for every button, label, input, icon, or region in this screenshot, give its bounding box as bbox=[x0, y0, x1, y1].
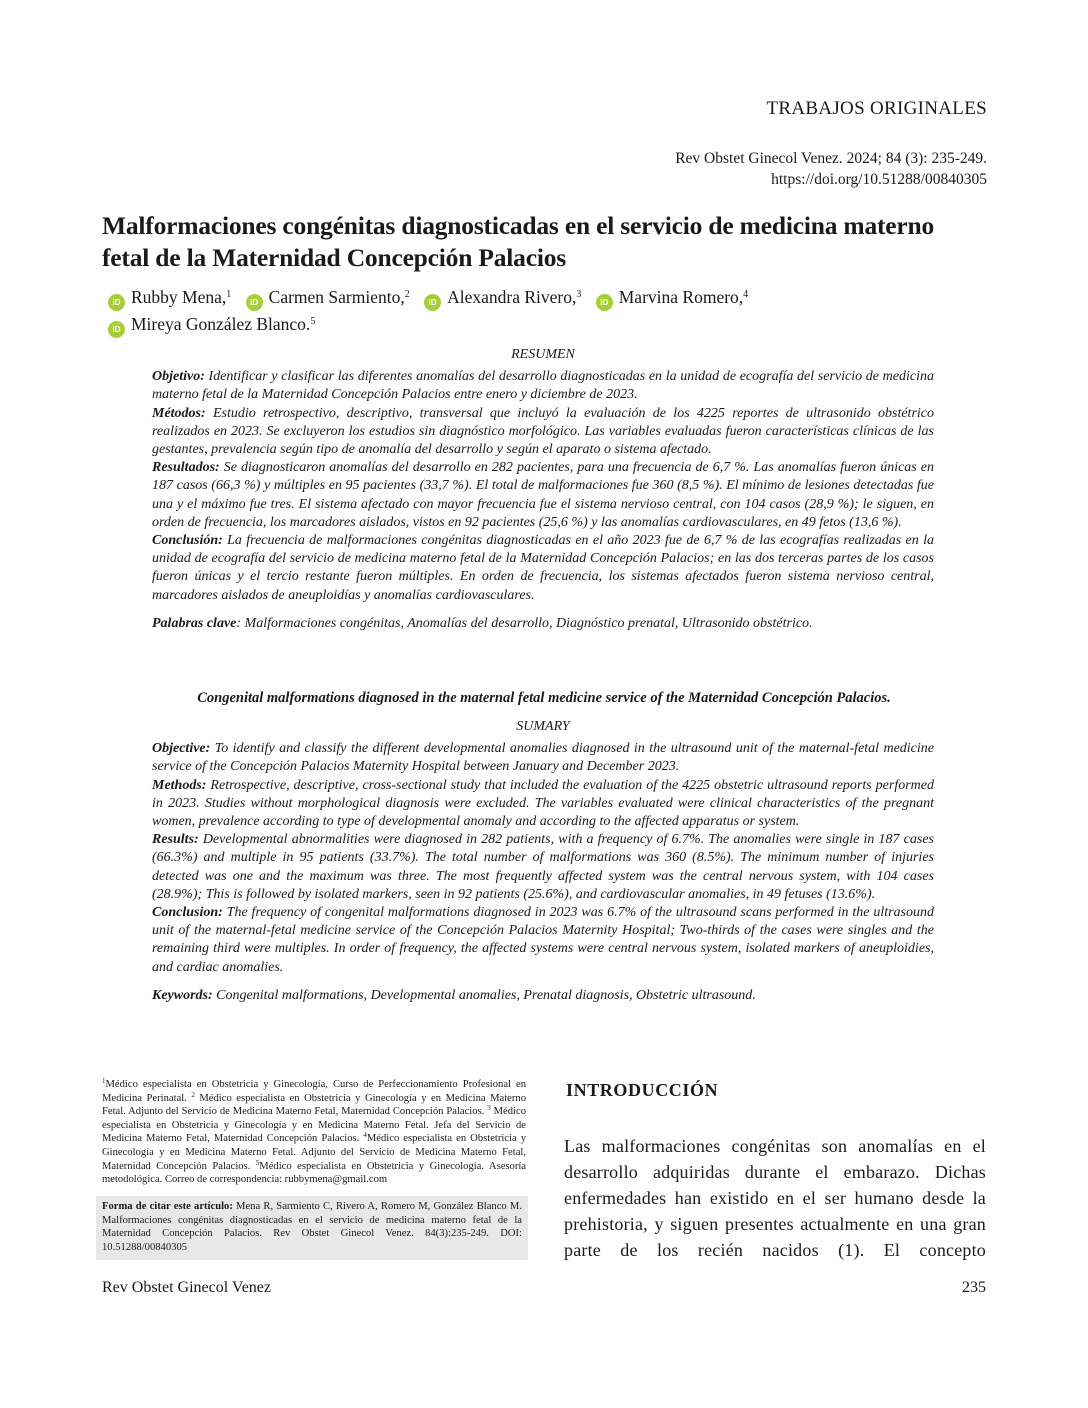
orcid-icon[interactable]: iD bbox=[108, 321, 125, 338]
resumen-keywords-text: : Malformaciones congénitas, Anomalías del desarrollo, Diagnóstico prenatal, Ultrasonido obstétrico. bbox=[236, 615, 813, 631]
footnote-text: Médico especialista en Obstetricia y Ginecología. Asesoría metodológica. Correo de correspondencia: rubbymena@gmail.com bbox=[102, 1160, 526, 1186]
author-name: Rubby Mena, bbox=[131, 287, 227, 307]
how-to-cite-label: Forma de citar este artículo: bbox=[102, 1201, 233, 1212]
summary-methods-label: Methods: bbox=[152, 777, 207, 793]
section-label: TRABAJOS ORIGINALES bbox=[766, 98, 987, 119]
footnote-text: Médico especialista en Obstetricia y Ginecología, Curso de Perfeccionamiento Profesional en Medicina Perinatal. bbox=[102, 1079, 526, 1104]
author-item bbox=[596, 284, 748, 311]
resumen-conclusion-label: Conclusión: bbox=[152, 533, 223, 549]
summary-methods-text: Retrospective, descriptive, cross-sectional study that included the evaluation of the 4225 obstetric ultrasound reports performed in 2023. Studies without morphological diagnosis were excluded. The variables evaluated were clinical characteristics of the pregnant women, prevalence according to type of developmental anomaly and according to the affected apparatus or system. bbox=[152, 777, 934, 830]
footnote-marker: 3 bbox=[487, 1104, 491, 1113]
summary-objective bbox=[152, 740, 934, 776]
summary-objective-label: Objective: bbox=[152, 741, 211, 757]
how-to-cite-text: Mena R, Sarmiento C, Rivero A, Romero M, González Blanco M. Malformaciones congénitas diagnosticadas en el servicio de medicina materno fetal de la Maternidad Concepción Palacios. Rev Obstet Ginecol Venez. 84(3):235-249. DOI: 10.51288/00840305 bbox=[102, 1201, 522, 1253]
author-item bbox=[108, 311, 315, 338]
summary-keywords bbox=[152, 987, 934, 1005]
resumen-resultados bbox=[152, 459, 934, 532]
introduction-text: Las malformaciones congénitas son anomalías en el desarrollo adquiridas durante el embarazo. Dichas enfermedades han existido en el ser humano desde la prehistoria, y siguen presentes actualmente en una gran parte de los recién nacidos (1). El concepto bbox=[564, 1136, 986, 1260]
orcid-icon[interactable]: iD bbox=[596, 294, 613, 311]
summary-block bbox=[152, 718, 934, 1005]
footnote-marker: 5 bbox=[255, 1158, 260, 1167]
resumen-keywords bbox=[152, 615, 934, 633]
english-title: Congenital malformations diagnosed in the maternal fetal medicine service of the Maternidad Concepción Palacios. bbox=[197, 690, 891, 706]
author-name: Carmen Sarmiento, bbox=[268, 287, 405, 307]
author-name: Mireya González Blanco. bbox=[131, 314, 311, 334]
summary-conclusion-label: Conclusion: bbox=[152, 905, 223, 921]
author-affiliation: 4 bbox=[743, 289, 749, 300]
introduction-heading: INTRODUCCIÓN bbox=[566, 1080, 719, 1100]
journal-citation bbox=[675, 148, 987, 190]
how-to-cite-box bbox=[96, 1196, 528, 1260]
footnote-text: Médico especialista en Obstetricia y Ginecología y en Medicina Materno Fetal. Jefa del Servicio de Medicina Materno Fetal, Maternidad Concepción Palacios. bbox=[102, 1106, 526, 1145]
summary-keywords-text: Congenital malformations, Developmental anomalies, Prenatal diagnosis, Obstetric ultrasound. bbox=[212, 987, 756, 1003]
author-affiliation: 3 bbox=[576, 289, 582, 300]
resumen-keywords-label: Palabras clave bbox=[152, 615, 237, 631]
resumen-metodos-text: Estudio retrospectivo, descriptivo, transversal que incluyó la evaluación de los 4225 reportes de ultrasonido obstétrico realizados en 2023. Se excluyeron los estudios sin diagnóstico morfológico. Las variables evaluadas fueron características clínicas de las gestantes, prevalencia según tipo de anomalía del desarrollo y según el aparato o sistema afectado. bbox=[152, 405, 934, 458]
affiliation-footnotes bbox=[102, 1078, 526, 1187]
author-item bbox=[424, 284, 581, 311]
orcid-icon[interactable]: iD bbox=[424, 294, 441, 311]
resumen-conclusion-text: La frecuencia de malformaciones congénitas diagnosticadas en el año 2023 fue de 6,7 % de las ecografías realizadas en la unidad de ecografía del servicio de medicina materno fetal de la Maternidad Concepción Palacios; en las dos terceras partes de los casos fueron únicas y el tercio restante fueron múltiples. En orden de frecuencia, los sistemas afectados fueron sistema nervioso central, marcadores aislados de aneuploidías y anomalías cardiovasculares. bbox=[152, 533, 934, 603]
summary-results-text: Developmental abnormalities were diagnosed in 282 patients, with a frequency of 6.7%. The anomalies were single in 187 cases (66.3%) and multiple in 95 patients (33.7%). The total number of malformations was 360 (8.5%). The minimum number of injuries detected was one and the maximum was three. The most frequently affected system was the central nervous system, with 104 cases (28.9%); This is followed by isolated markers, seen in 92 patients (25.6%), and cardiovascular anomalies, in 49 fetuses (13.6%). bbox=[152, 832, 934, 902]
author-item bbox=[246, 284, 410, 311]
footnote-marker: 4 bbox=[363, 1131, 367, 1140]
author-list bbox=[108, 284, 968, 338]
author-item bbox=[108, 284, 231, 311]
resumen-resultados-text: Se diagnosticaron anomalías del desarrollo en 282 pacientes, para una frecuencia de 6,7 %. Las anomalías fueron únicas en 187 casos (66,3 %) y múltiples en 95 pacientes (33,7 %). El total de malformaciones fue 360 (8,5 %). El mínimo de lesiones detectadas fue una y el máximo fue tres. El sistema afectado con mayor frecuencia fue el sistema nervioso central, con 104 casos (28,9 %); le siguen, en orden de frecuencia, los marcadores aislados, vistos en 92 pacientes (25,6 %) y las anomalías cardiovasculares, en 49 fetos (13,6 %). bbox=[152, 460, 934, 530]
page-number: 235 bbox=[962, 1279, 986, 1296]
summary-keywords-label: Keywords: bbox=[152, 987, 213, 1003]
footnote-marker: 2 bbox=[191, 1090, 195, 1099]
resumen-metodos-label: Métodos: bbox=[152, 405, 206, 421]
resumen-objetivo bbox=[152, 368, 934, 404]
resumen-objetivo-label: Objetivo: bbox=[152, 369, 205, 385]
author-affiliation: 5 bbox=[310, 316, 316, 327]
author-affiliation: 1 bbox=[226, 289, 232, 300]
footnote-marker: 1 bbox=[102, 1077, 106, 1085]
summary-conclusion-text: The frequency of congenital malformations diagnosed in 2023 was 6.7% of the ultrasound scans performed in the ultrasound unit of the maternal-fetal medicine service of the Concepción Palacios Maternity Hospital; Two-thirds of the cases were singles and the remaining third were multiples. In order of frequency, the affected systems were central nervous system, isolated markers of aneuploidies, and cardiac anomalies. bbox=[152, 905, 934, 975]
resumen-metodos bbox=[152, 405, 934, 460]
footer-journal: Rev Obstet Ginecol Venez bbox=[102, 1279, 271, 1296]
resumen-heading: RESUMEN bbox=[511, 347, 575, 362]
summary-methods bbox=[152, 777, 934, 832]
resumen-block bbox=[152, 346, 934, 633]
citation-volume: Rev Obstet Ginecol Venez. 2024; 84 (3): 235-249. bbox=[675, 150, 987, 167]
summary-results-label: Results: bbox=[152, 832, 199, 848]
orcid-icon[interactable]: iD bbox=[246, 294, 263, 311]
summary-objective-text: To identify and classify the different developmental anomalies diagnosed in the ultrasound unit of the maternal-fetal medicine service of the Concepción Palacios Maternity Hospital between January and December 2023. bbox=[152, 741, 934, 775]
summary-heading: SUMARY bbox=[516, 719, 570, 734]
orcid-icon[interactable]: iD bbox=[108, 294, 125, 311]
resumen-objetivo-text: Identificar y clasificar las diferentes anomalías del desarrollo diagnosticadas en la unidad de ecografía del servicio de medicina materno fetal de la Maternidad Concepción Palacios entre enero y diciembre de 2023. bbox=[152, 369, 934, 403]
author-name: Marvina Romero, bbox=[618, 287, 744, 307]
resumen-resultados-label: Resultados: bbox=[152, 460, 220, 476]
footnote-text: Médico especialista en Obstetricia y Ginecología y en Medicina Materno Fetal. Adjunto del Servicio de Medicina Materno Fetal, Maternidad Concepción Palacios. bbox=[102, 1133, 527, 1172]
author-affiliation: 2 bbox=[404, 289, 410, 300]
citation-doi-link[interactable]: https://doi.org/10.51288/00840305 bbox=[771, 171, 987, 188]
summary-results bbox=[152, 831, 934, 904]
article-title: Malformaciones congénitas diagnosticadas en el servicio de medicina materno fetal de la Maternidad Concepción Palacios bbox=[102, 211, 935, 272]
author-name: Alexandra Rivero, bbox=[447, 287, 577, 307]
footnote-text: Médico especialista en Obstetricia y Ginecología y en Medicina Materno Fetal. Adjunto del Servicio de Medicina Materno Fetal, Maternidad Concepción Palacios. bbox=[102, 1092, 526, 1118]
resumen-conclusion bbox=[152, 532, 934, 605]
summary-conclusion bbox=[152, 904, 934, 977]
